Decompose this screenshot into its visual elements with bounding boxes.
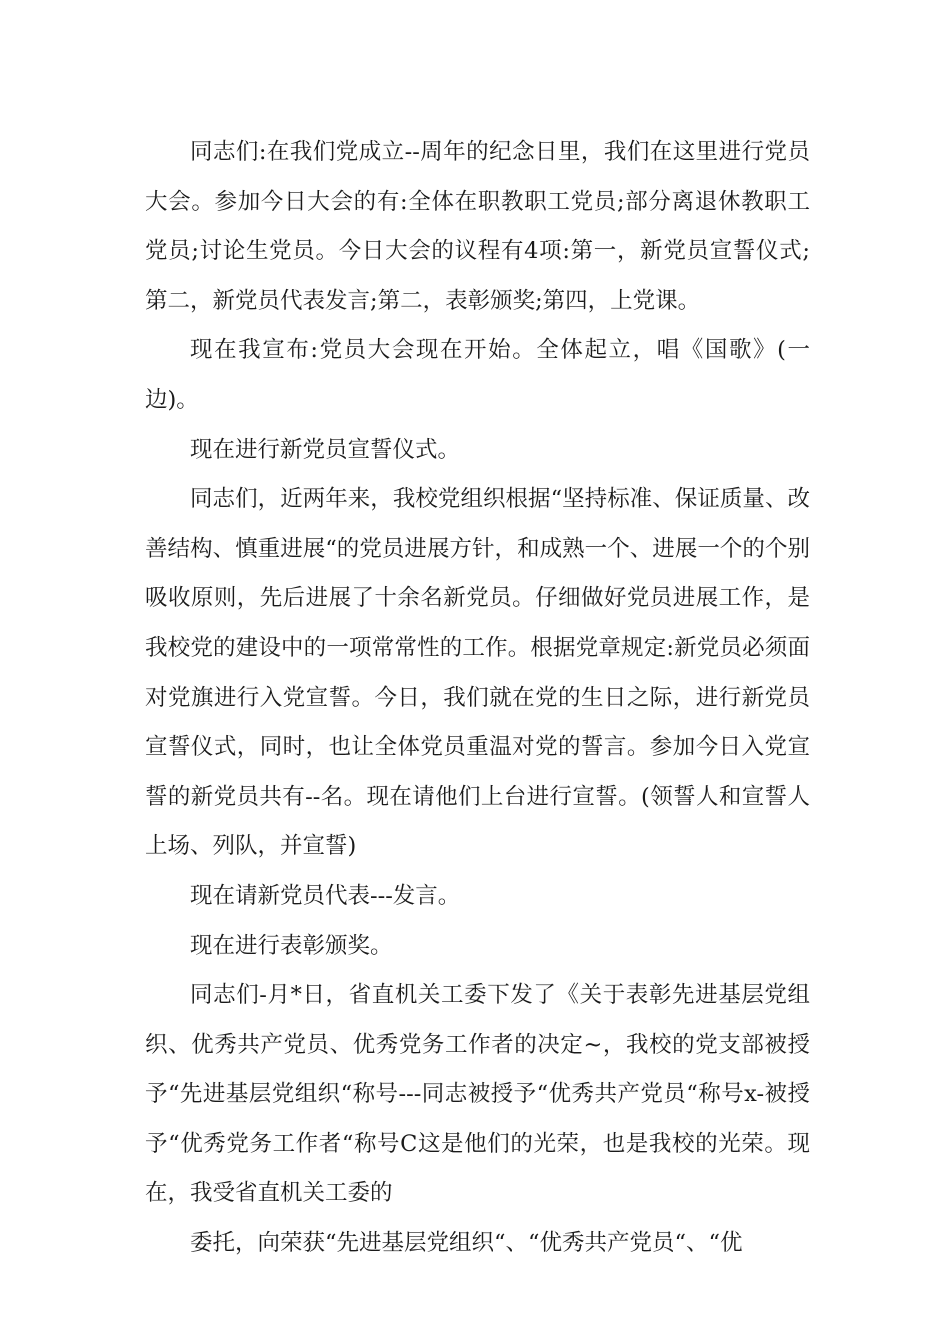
paragraph-representative-speech: 现在请新党员代表---发言。 [190, 882, 461, 909]
paragraph-awards-decision: 同志们-月*日，省直机关工委下发了《关于表彰先进基层党组织、优秀共产党员、优秀党务工作者的决定~，我校的党支部被授予“先进基层党组织“称号---同志被授予“优秀共产党员“称号x-被授予“优秀党务工作者“称号C这是他们的光荣，也是我校的光荣。现在，我受省直机关工委的 [145, 982, 810, 1207]
paragraph-new-members: 同志们，近两年来，我校党组织根据“坚持标准、保证质量、改善结构、慎重进展“的党员进展方针，和成熟一个、进展一个的个别吸收原则，先后进展了十余名新党员。仔细做好党员进展工作，是我校党的建设中的一项常常性的工作。根据党章规定:新党员必须面对党旗进行入党宣誓。今日，我们就在党的生日之际，进行新党员宣誓仪式，同时，也让全体党员重温对党的誓言。参加今日入党宣誓的新党员共有--名。现在请他们上台进行宣誓。(领誓人和宣誓人上场、列队，并宣誓) [145, 486, 810, 860]
paragraph-entrusted: 委托，向荣获“先进基层党组织“、“优秀共产党员“、“优 [190, 1230, 743, 1257]
document-body [145, 128, 810, 1269]
paragraph-oath-start: 现在进行新党员宣誓仪式。 [190, 436, 461, 463]
paragraph-opening: 同志们:在我们党成立--周年的纪念日里，我们在这里进行党员大会。参加今日大会的有:全体在职教职工党员;部分离退休教职工党员;讨论生党员。今日大会的议程有4项:第一，新党员宣誓仪式;第二，新党员代表发言;第二，表彰颁奖;第四，上党课。 [145, 139, 810, 314]
paragraph-awards-start: 现在进行表彰颁奖。 [190, 932, 393, 959]
paragraph-announcement: 现在我宣布:党员大会现在开始。全体起立，唱《国歌》(一边)。 [145, 337, 810, 413]
